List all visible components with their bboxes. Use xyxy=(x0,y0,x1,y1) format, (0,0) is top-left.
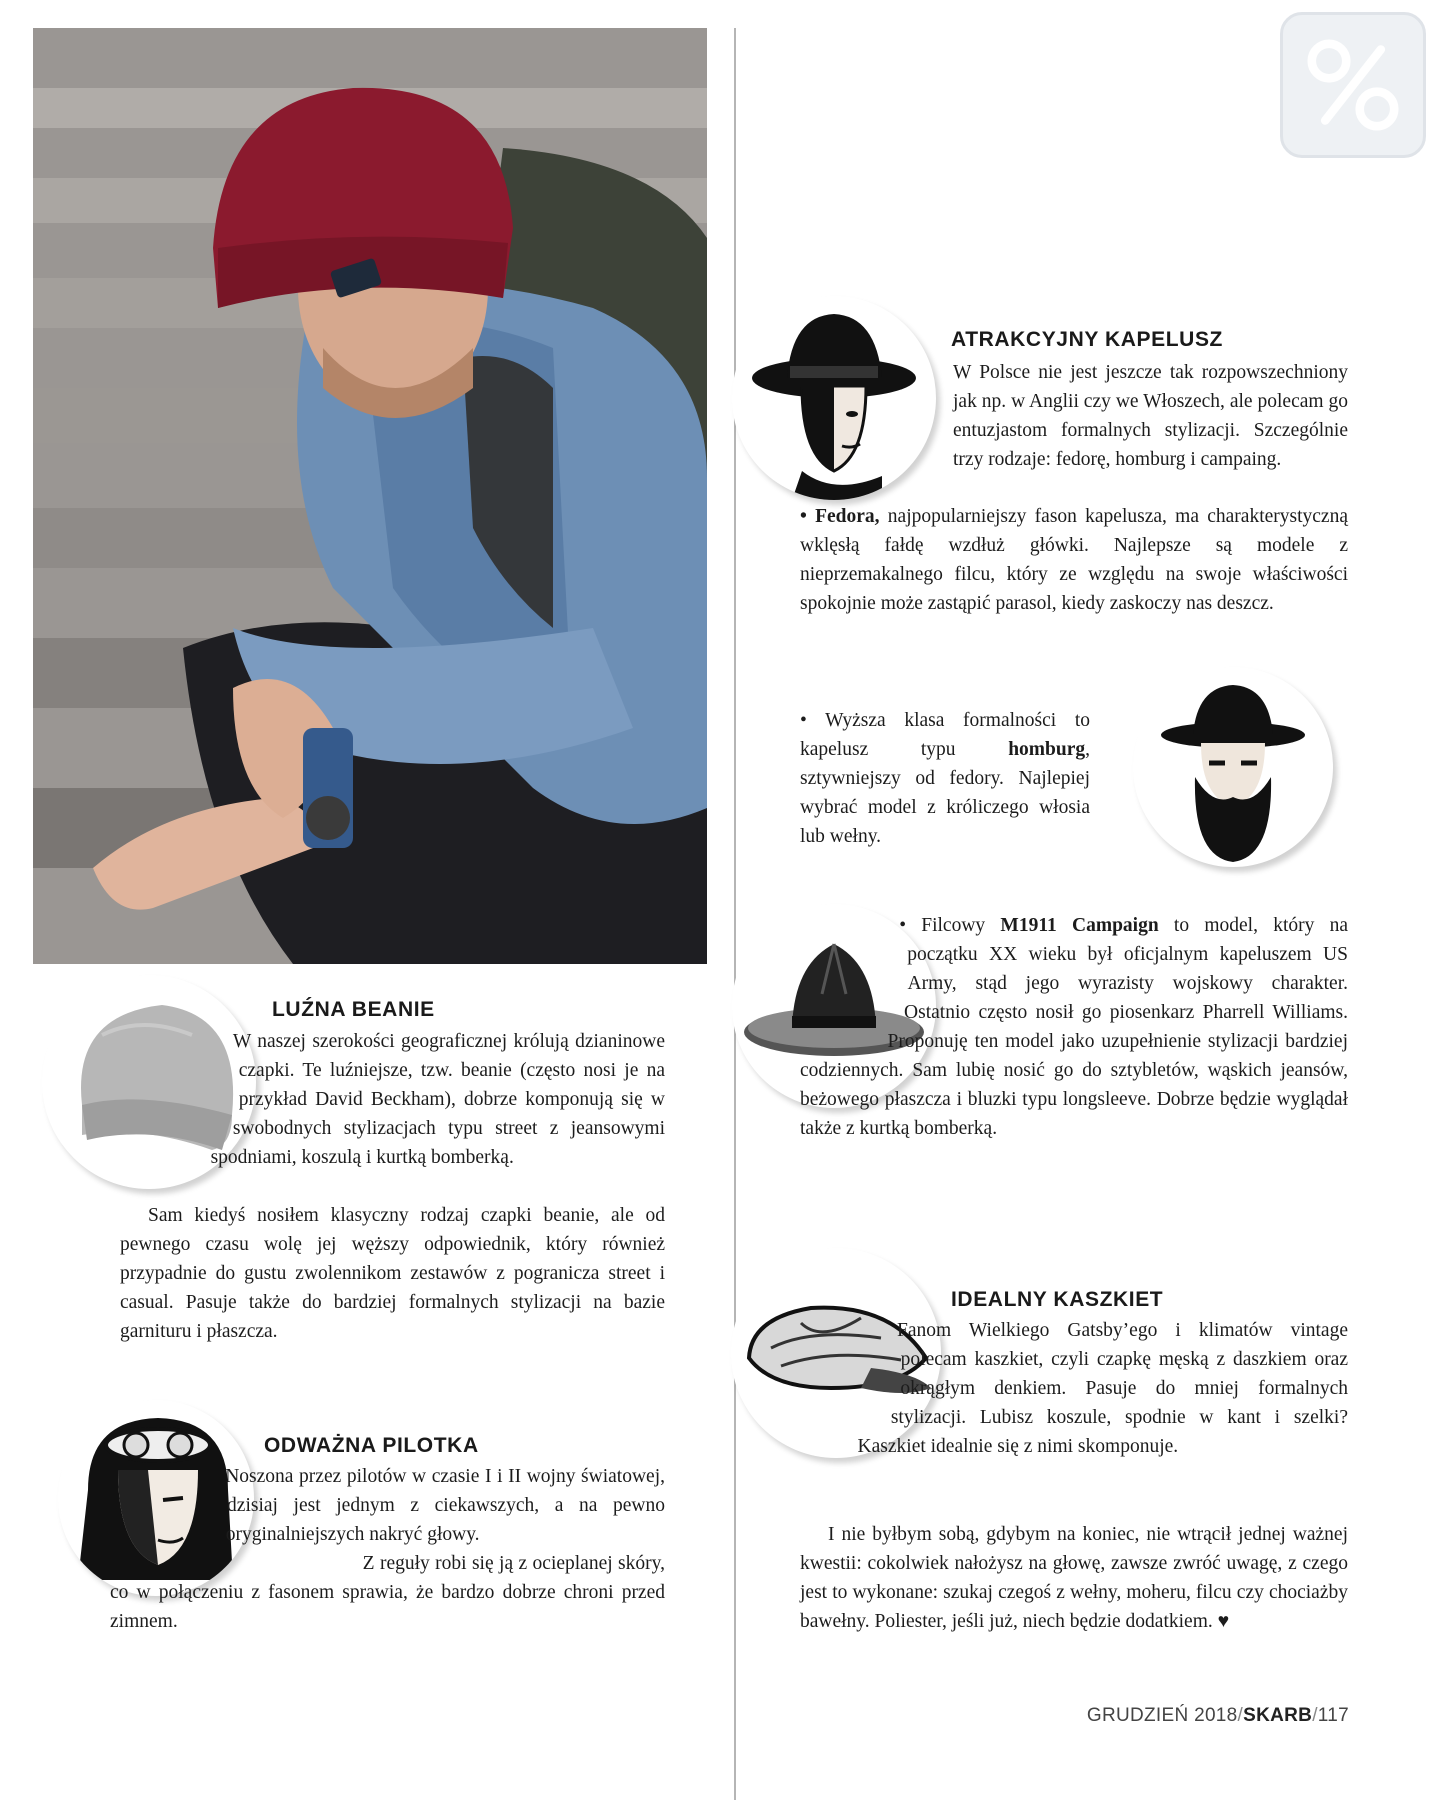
footer-separator-2: / xyxy=(1312,1705,1318,1726)
closing-paragraph: I nie byłbym sobą, gdybym na koniec, nie wtrącił jednej ważnej kwestii: cokolwiek nałożysz na głowę, zawsze zwróć uwagę, z czego jest to wykonane: szukaj czegoś z wełny, moheru, filcu czy chociażby bawełny. Poliester, jeśli już, niech będzie dodatkiem. ♥ xyxy=(800,1524,1348,1632)
campaign-paragraph xyxy=(800,911,1348,1143)
homburg-paragraph xyxy=(800,706,1090,851)
footer-magazine: SKARB xyxy=(1243,1705,1313,1726)
footer-month: GRUDZIEŃ 2018 xyxy=(1086,1705,1238,1726)
pilotka-paragraph xyxy=(110,1462,665,1636)
kapelusz-intro: W Polsce nie jest jeszcze tak rozpowszechniony jak np. w Anglii czy we Włoszech, ale polecam go entuzjastom formalnych stylizacji. Szczególnie trzy rodzaje: fedorę, homburg i campaing. xyxy=(953,362,1348,470)
beanie-p1-text: W naszej szerokości geograficznej królują dzianinowe czapki. Te luźniejsze, tzw. beanie (często nosi je na przykład David Beckham), dobrze komponują się w swobodnych stylizacjach typu street z jeansowymi spodniami, koszulą i kurtką bomberką. xyxy=(210,1031,665,1168)
footer-separator: / xyxy=(1237,1705,1244,1726)
homburg-pre: • Wyższa klasa formalności to kapelusz typu xyxy=(800,710,1090,760)
fedora-man-icon xyxy=(732,296,936,500)
fedora-illustration xyxy=(732,296,936,500)
footer-page-number: 117 xyxy=(1317,1705,1349,1726)
section-title-kapelusz: ATRAKCYJNY KAPELUSZ xyxy=(951,328,1223,351)
pilotka-p1-text: Noszona przez pilotów w czasie I i II wojny światowej, dzisiaj jest jednym z ciekawszych, a na pewno oryginalniejszych nakryć głowy. xyxy=(225,1466,665,1545)
homburg-bold: homburg xyxy=(1008,739,1086,760)
section-title-kaszkiet: IDEALNY KASZKIET xyxy=(951,1288,1164,1311)
fedora-paragraph xyxy=(800,502,1348,618)
fedora-bold: • Fedora, xyxy=(800,506,880,527)
page-footer xyxy=(1087,1705,1349,1727)
man-in-beanie-photo xyxy=(33,28,707,964)
homburg-post: , sztywniejszy od fedory. Najlepiej wybrać model z króliczego włosia lub wełny. xyxy=(800,739,1090,847)
percent-icon xyxy=(1283,15,1423,155)
campaign-pre: • Filcowy xyxy=(899,915,1001,936)
fedora-text: najpopularniejszy fason kapelusza, ma charakterystyczną wklęsłą fałdę wzdłuż główki. Najlepsze są modele z nieprzemakalnego filcu, który ze względu na swoje właściwości spokojnie może zastąpić parasol, kiedy zaskoczy nas deszcz. xyxy=(800,506,1348,614)
campaign-post: to model, który na początku XX wieku był oficjalnym kapeluszem US Army, stąd jego wyrazisty wojskowy charakter. Ostatnio często nosił go piosenkarz Pharrell Williams. Proponuję ten model jako uzupełnienie stylizacji bardziej codziennych. Sam lubię nosić go do sztybletów, wąskich jeansów, beżowego płaszcza i bluzki typu longsleeve. Dobrze będzie wyglądał także z kurtką bomberką. xyxy=(800,915,1349,1139)
kaszkiet-text: Fanom Wielkiego Gatsby’ego i klimatów vintage polecam kaszkiet, czyli czapkę męską z daszkiem oraz okrągłym denkiem. Pasuje do mniej formalnych stylizacji. Lubisz koszule, spodnie w kant i szelki? Kaszkiet idealnie się z nimi skomponuje. xyxy=(857,1320,1348,1457)
beanie-paragraph-1 xyxy=(120,1027,665,1172)
hero-photo xyxy=(33,28,707,964)
column-divider xyxy=(734,28,736,1800)
kaszkiet-paragraph xyxy=(800,1316,1348,1461)
section-title-beanie: LUŹNA BEANIE xyxy=(272,998,435,1021)
percent-badge[interactable] xyxy=(1280,12,1426,158)
beanie-paragraph-2: Sam kiedyś nosiłem klasyczny rodzaj czapki beanie, ale od pewnego czasu wolę jej węższy odpowiednik, który również przypadnie do gustu zwolennikom zestawów z pogranicza street i casual. Pasuje także do bardziej formalnych stylizacji na bazie garnituru i płaszcza. xyxy=(120,1205,665,1342)
section-title-pilotka: ODWAŻNA PILOTKA xyxy=(264,1434,479,1457)
homburg-illustration xyxy=(1133,667,1333,867)
pilotka-p2-text: Z reguły robi się ją z ocieplanej skóry, co w połączeniu z fasonem sprawia, że bardzo dobrze chroni przed zimnem. xyxy=(110,1553,665,1632)
campaign-bold: M1911 Campaign xyxy=(1000,915,1159,936)
bearded-man-homburg-icon xyxy=(1133,667,1333,867)
